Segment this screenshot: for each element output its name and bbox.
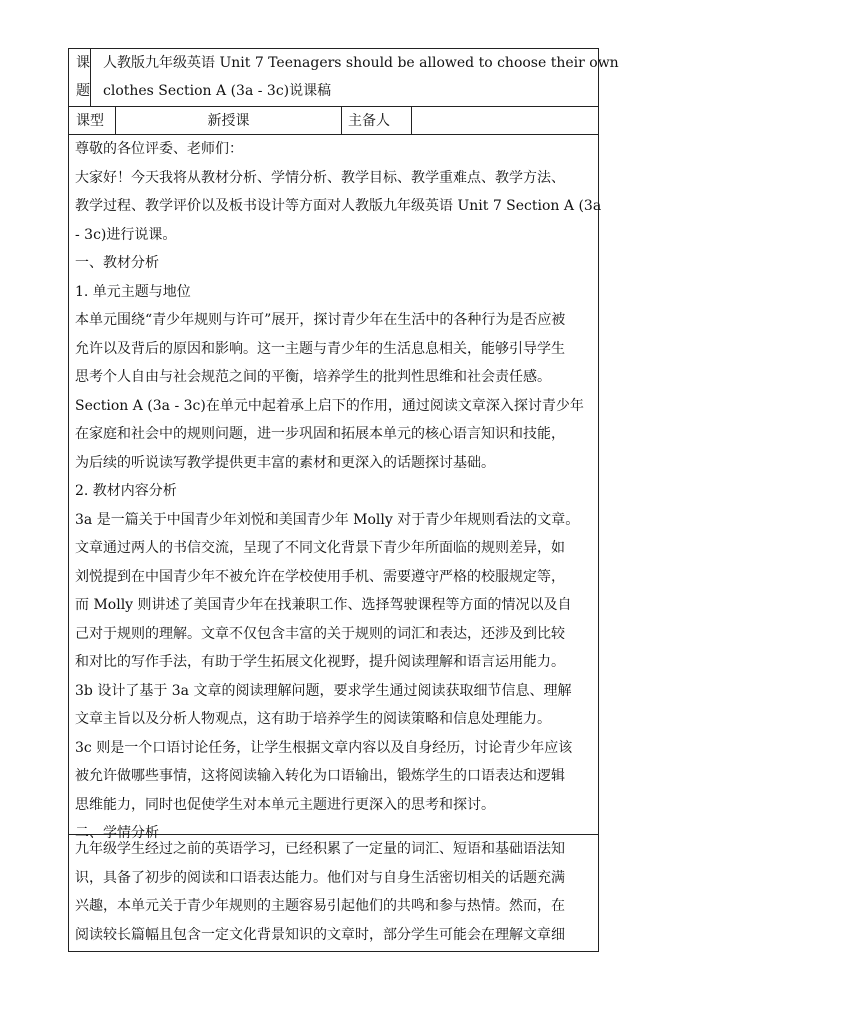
content-cell-2 (69, 835, 571, 951)
content-line: 尊敬的各位评委、老师们： (75, 141, 243, 157)
content-line: 教学过程、教学评价以及板书设计等方面对人教版九年级英语 Unit 7 Section A (3a (75, 198, 602, 214)
content-line: 大家好！今天我将从教材分析、学情分析、教学目标、教学重难点、教学方法、 (75, 169, 565, 186)
content-line: 识，具备了初步的阅读和口语表达能力。他们对与自身生活密切相关的话题充满 (75, 869, 565, 886)
content-line: 文章主旨以及分析人物观点，这有助于培养学生的阅读策略和信息处理能力。 (75, 711, 551, 727)
title-value-line2: clothes Section A (3a - 3c)说课稿 (103, 83, 332, 99)
content-line: 而 Molly 则讲述了美国青少年在找兼职工作、选择驾驶课程等方面的情况以及自 (75, 597, 572, 613)
type-value: 新授课 (116, 107, 342, 134)
content-line: - 3c)进行说课。 (75, 226, 177, 243)
content-line: 兴趣，本单元关于青少年规则的主题容易引起他们的共鸣和参与热情。然而，在 (75, 898, 565, 914)
preparer-label: 主备人 (342, 107, 412, 134)
content-line: 本单元围绕“青少年规则与许可”展开，探讨青少年在生活中的各种行为是否应被 (75, 312, 566, 328)
content-line: 刘悦提到在中国青少年不被允许在学校使用手机、需要遵守严格的校服规定等， (75, 568, 565, 585)
content-line: 文章通过两人的书信交流，呈现了不同文化背景下青少年所面临的规则差异，如 (75, 540, 565, 556)
content-line: 一、教材分析 (75, 255, 159, 271)
content-line: 2. 教材内容分析 (75, 483, 177, 499)
content-line: 为后续的听说读写教学提供更丰富的素材和更深入的话题探讨基础。 (75, 454, 495, 471)
lesson-plan-table (68, 48, 619, 952)
content-line: 在家庭和社会中的规则问题，进一步巩固和拓展本单元的核心语言知识和技能， (75, 426, 565, 442)
content-cell (69, 135, 607, 841)
content-line: 阅读较长篇幅且包含一定文化背景知识的文章时，部分学生可能会在理解文章细 (75, 926, 565, 943)
content-line: 九年级学生经过之前的英语学习，已经积累了一定量的词汇、短语和基础语法知 (75, 841, 565, 857)
content-row (69, 135, 602, 841)
content-row-2 (69, 835, 598, 951)
title-row (69, 49, 619, 107)
content-line: 己对于规则的理解。文章不仅包含丰富的关于规则的词汇和表达，还涉及到比较 (75, 625, 565, 642)
title-value (91, 49, 629, 106)
content-line: 思考个人自由与社会规范之间的平衡，培养学生的批判性思维和社会责任感。 (75, 369, 551, 385)
content-line: 思维能力，同时也促使学生对本单元主题进行更深入的思考和探讨。 (75, 796, 495, 813)
content-line: 3c 则是一个口语讨论任务，让学生根据文章内容以及自身经历，讨论青少年应该 (75, 739, 573, 756)
title-label: 课题 (69, 49, 91, 106)
preparer-value (412, 107, 598, 134)
content-line: 允许以及背后的原因和影响。这一主题与青少年的生活息息相关，能够引导学生 (75, 340, 565, 357)
content-line: 被允许做哪些事情，这将阅读输入转化为口语输出，锻炼学生的口语表达和逻辑 (75, 768, 565, 784)
content-line: 3b 设计了基于 3a 文章的阅读理解问题，要求学生通过阅读获取细节信息、理解 (75, 682, 572, 699)
type-row (69, 107, 598, 135)
content-line: Section A (3a - 3c)在单元中起着承上启下的作用，通过阅读文章深入探讨青少年 (75, 397, 584, 414)
content-line: 3a 是一篇关于中国青少年刘悦和美国青少年 Molly 对于青少年规则看法的文章。 (75, 511, 580, 528)
content-line: 和对比的写作手法，有助于学生拓展文化视野，提升阅读理解和语言运用能力。 (75, 654, 565, 670)
title-value-line1: 人教版九年级英语 Unit 7 Teenagers should be allowed to choose their own (103, 55, 619, 71)
content-line: 1. 单元主题与地位 (75, 283, 191, 300)
content-line: 二、学情分析 (75, 825, 159, 841)
type-label: 课型 (69, 107, 116, 134)
